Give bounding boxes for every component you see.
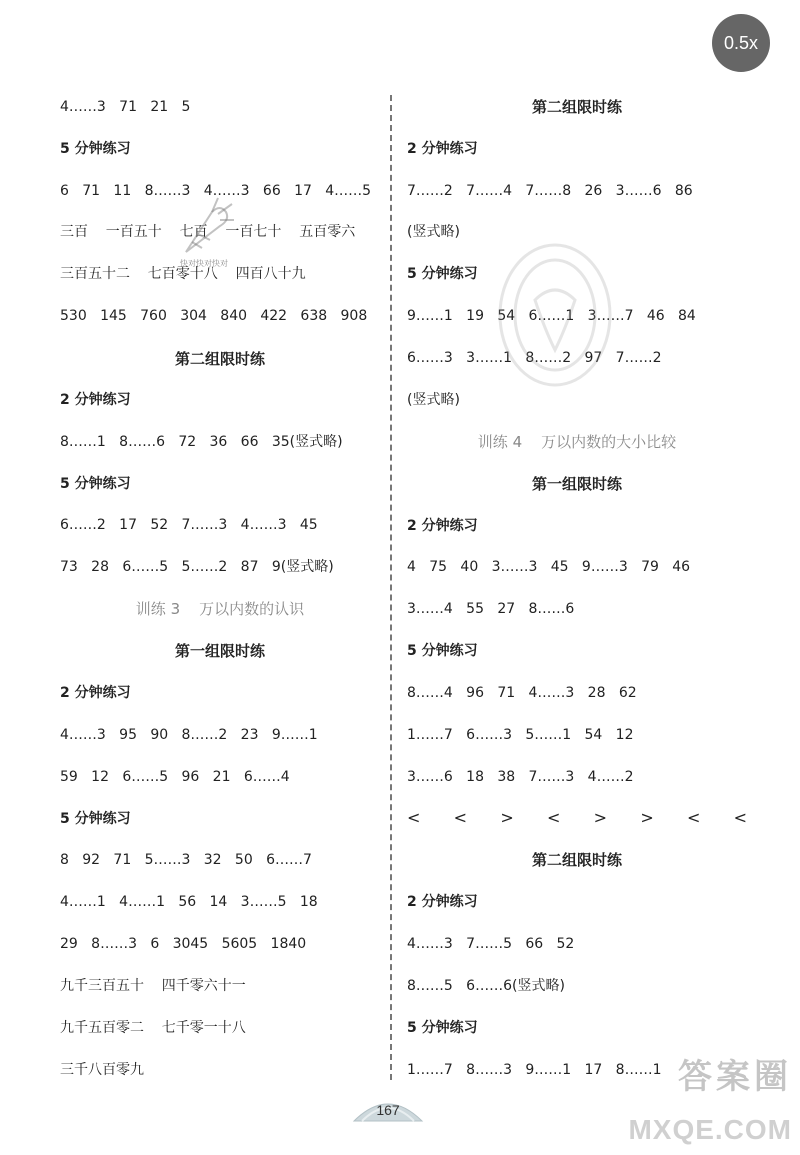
exercise-heading: 5 分钟练习: [60, 141, 131, 157]
exercise-heading: 2 分钟练习: [407, 894, 478, 910]
watermark-url: MXQE.COM: [628, 1114, 792, 1145]
answer-line: 9……1 19 54 6……1 3……7 46 84: [407, 308, 696, 324]
answer-line: 8……5 6……6(竖式略): [407, 978, 565, 994]
answer-line: 6 71 11 8……3 4……3 66 17 4……5: [60, 183, 372, 199]
column-divider: [390, 95, 392, 1080]
answer-line: 4……3 95 90 8……2 23 9……1: [60, 727, 318, 743]
zoom-level-button[interactable]: 0.5x: [712, 14, 770, 72]
carrot-stamp-icon: [168, 190, 240, 270]
group-title: 第二组限时练: [174, 350, 265, 368]
answer-line: 九千五百零二 七千零一十八: [60, 1020, 246, 1036]
answer-line: 8……1 8……6 72 36 66 35(竖式略): [60, 434, 343, 450]
answer-line: 4 75 40 3……3 45 9……3 79 46: [407, 559, 691, 575]
left-column: [60, 0, 380, 1155]
answer-line: 3……6 18 38 7……3 4……2: [407, 769, 634, 785]
comparison-symbols: < < > < > > < <: [407, 808, 748, 827]
group-title: 第二组限时练: [531, 851, 622, 869]
right-column: [407, 0, 747, 1155]
exercise-heading: 2 分钟练习: [407, 141, 478, 157]
answer-line: 4……3 71 21 5: [60, 99, 191, 115]
exercise-heading: 5 分钟练习: [407, 266, 478, 282]
answer-line: (竖式略): [407, 224, 460, 240]
answer-line: 8 92 71 5……3 32 50 6……7: [60, 852, 312, 868]
section-title: 训练 4 万以内数的大小比较: [477, 433, 677, 451]
answer-line: 1……7 6……3 5……1 54 12: [407, 727, 634, 743]
page-number: 167: [376, 1102, 400, 1118]
answer-line: 3……4 55 27 8……6: [407, 601, 575, 617]
stamp-text: 快对快对快对: [180, 259, 228, 268]
answer-line: 4……3 7……5 66 52: [407, 936, 575, 952]
exercise-heading: 5 分钟练习: [407, 643, 478, 659]
answer-line: 1……7 8……3 9……1 17 8……1: [407, 1062, 662, 1078]
answer-line: 8……4 96 71 4……3 28 62: [407, 685, 637, 701]
answer-line: 59 12 6……5 96 21 6……4: [60, 769, 290, 785]
answer-line: 三千八百零九: [60, 1062, 144, 1078]
exercise-heading: 5 分钟练习: [407, 1020, 478, 1036]
page-number-tab: [352, 1093, 424, 1123]
exercise-heading: 2 分钟练习: [60, 685, 131, 701]
answer-line: 九千三百五十 四千零六十一: [60, 978, 246, 994]
answer-line: (竖式略): [407, 392, 460, 408]
group-title: 第一组限时练: [531, 475, 622, 493]
answer-line: 530 145 760 304 840 422 638 908: [60, 308, 368, 324]
watermark-brand: 答案圈: [678, 1058, 792, 1096]
answer-line: 三百 一百五十 七百 一百七十 五百零六: [60, 224, 356, 240]
answer-line: 29 8……3 6 3045 5605 1840: [60, 936, 307, 952]
exercise-heading: 5 分钟练习: [60, 811, 131, 827]
exercise-heading: 2 分钟练习: [60, 392, 131, 408]
section-title: 训练 3 万以内数的认识: [135, 600, 305, 618]
answer-line: 4……1 4……1 56 14 3……5 18: [60, 894, 318, 910]
group-title: 第一组限时练: [174, 642, 265, 660]
exercise-heading: 2 分钟练习: [407, 518, 478, 534]
answer-line: 三百五十二 七百零十八 四百八十九: [60, 266, 306, 282]
answer-line: 6……2 17 52 7……3 4……3 45: [60, 517, 318, 533]
answer-line: 7……2 7……4 7……8 26 3……6 86: [407, 183, 693, 199]
group-title: 第二组限时练: [531, 98, 622, 116]
answer-line: 6……3 3……1 8……2 97 7……2: [407, 350, 662, 366]
exercise-heading: 5 分钟练习: [60, 476, 131, 492]
circle-stamp-icon: [495, 240, 615, 390]
answer-line: 73 28 6……5 5……2 87 9(竖式略): [60, 559, 334, 575]
